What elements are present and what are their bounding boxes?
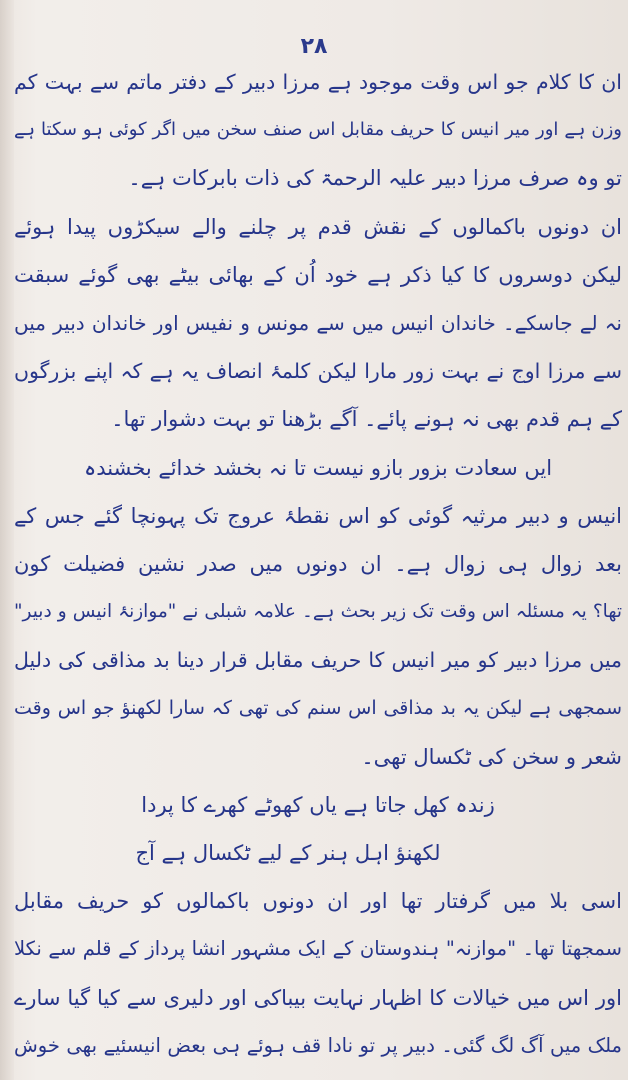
text-line: تو وہ صرف مرزا دبیر علیہ الرحمۃ کی ذات بابرکات ہے۔ [128, 166, 622, 191]
text-line: سے مرزا اوج نے بہت زور مارا لیکن کلمۂ انصاف یہ ہے کہ اپنے بزرگوں [14, 359, 622, 384]
text-line: سمجھتا تھا۔ "موازنہ" ہندوستان کے ایک مشہور انشا پرداز کے قلم سے نکلا [14, 937, 622, 961]
urdu-verse-line-2: لکھنؤ اہل ہنر کے لیے ٹکسال ہے آج [135, 841, 441, 865]
text-line: بعد زوال ہی زوال ہے۔ ان دونوں میں صدر نشین فضیلت کون [14, 551, 622, 576]
text-line: تھا؟ یہ مسئلہ اس وقت تک زیر بحث ہے۔ علامہ شبلی نے "موازنۂ انیس و دبیر" [14, 601, 622, 623]
text-line: میں مرزا دبیر کو میر انیس کا حریف مقابل قرار دینا بد مذاقی کی دلیل [14, 648, 622, 673]
text-line: لیکن دوسروں کا کیا ذکر ہے خود اُن کے بھائی بیٹے بھی گوئے سبقت [14, 262, 622, 287]
urdu-verse-line-1: زندہ کھل جاتا ہے یاں کھوٹے کھرے کا پردا [141, 792, 495, 817]
text-line: کے ہم قدم بھی نہ ہونے پائے۔ آگے بڑھنا تو بہت دشوار تھا۔ [111, 407, 622, 432]
page-number: ۲۸ [300, 34, 328, 59]
text-line: ملک میں آگ لگ گئی۔ دبیر پر تو نادا قف ہوئے ہی بعض انیسئیے بھی خوش [14, 1033, 622, 1057]
text-line: شعر و سخن کی ٹکسال تھی۔ [361, 744, 622, 769]
text-line: اور اس میں خیالات کا اظہار نہایت بیباکی اور دلیری سے کیا گیا سارے [14, 985, 622, 1010]
text-line: ان کا کلام جو اس وقت موجود ہے مرزا دبیر کے دفتر ماتم سے بہت کم [14, 70, 622, 94]
urdu-text-body [12, 58, 624, 1070]
text-line: اسی بلا میں گرفتار تھا اور ان دونوں باکمالوں کو حریف مقابل [14, 889, 622, 914]
text-line: نہ لے جاسکے۔ خاندان انیس میں سے مونس و نفیس اور خاندان دبیر میں [14, 310, 622, 335]
text-line: ان دونوں باکمالوں کے نقش قدم پر چلنے والے سیکڑوں پیدا ہوئے [14, 214, 622, 239]
text-line: انیس و دبیر مرثیہ گوئی کو اس نقطۂ عروج تک پہونچا گئے جس کے [14, 503, 622, 528]
text-line: سمجھی ہے لیکن یہ بد مذاقی اس سنم کی تھی کہ سارا لکھنؤ جو اس وقت [14, 697, 622, 720]
text-line: وزن ہے اور میر انیس کا حریف مقابل اس صنف سخن میں اگر کوئی ہو سکتا ہے [14, 119, 622, 141]
persian-verse: ایں سعادت بزور بازو نیست تا نہ بخشد خدائے بخشندہ [83, 455, 553, 480]
